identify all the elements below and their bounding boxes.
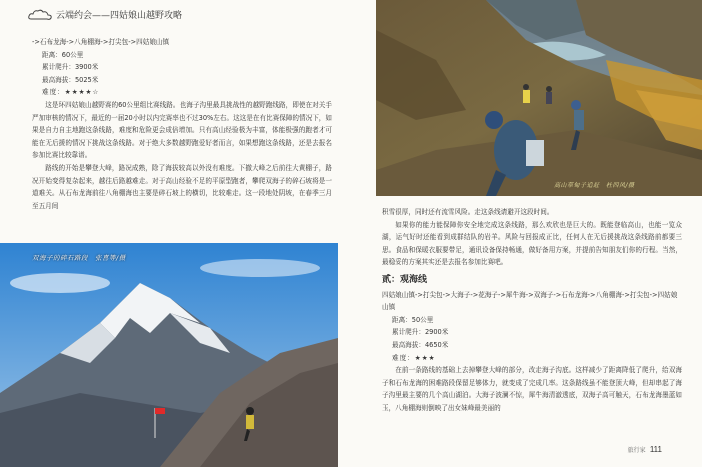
distance-stat: 距离：60公里 xyxy=(42,50,84,59)
page-number xyxy=(628,445,662,454)
section-title: 贰：观海线 xyxy=(382,274,428,285)
distance-stat: 距离：50公里 xyxy=(392,315,434,324)
left-column xyxy=(32,36,332,212)
paragraph: 这是环四姑娘山越野赛的60公里组比赛线路。也海子沟里最具挑战性的越野跑线路，即使在对关手严加审核的情况下，最近的一届20小时以内完赛率也不过30%左右。这这是在有比赛保障的情况下，如果是自力自主地跑这条线路，难度和危险更会成倍增加。只有高山经验极为丰富，体能极强的跑者才可能在无后援的情况下挑战这条线路。对于绝大多数越野跑爱好者而言，如果想跑这条线路，还是去报名参加比赛比较靠谱。 xyxy=(32,100,332,160)
paragraph: 如果你的能力能保障你安全地完成这条线路，那么欢欣也是巨大的。既能登临高山，也能一览众湖，运气好时还能看到成群结队的岩羊。风险与回报成正比，任何人在无后援挑战这条线路前都要三思。食品和保暖衣服要带足，通讯设备保持畅通，做好备用方案，并提前告知朋友们你的行程。当然，最稳妥的方案其实还是去报名参加比赛吧。 xyxy=(382,220,682,267)
bottom-photo-caption: 双海子的碎石路段 张喜等/摄 xyxy=(32,254,126,262)
altitude-stat: 最高海拔：5025米 xyxy=(42,75,99,84)
altitude-stat: 最高海拔：4650米 xyxy=(392,340,449,349)
hikers-valley-photo xyxy=(376,0,702,196)
route-line: 四姑娘山镇->打尖包->大海子->花海子->犀牛海->双海子->石布龙海->八角棚海->打尖包->四姑娘山镇 xyxy=(382,290,678,312)
paragraph: 在前一条路线的基础上去掉攀登大峰的部分，改走海子沟底。这样减少了距离降低了爬升，给双海子和石布龙海的困难路段保留足够体力，就变成了完成几率。这条路线虽不能登顶大峰，但却串起了海子沟里最主要的几个高山湖泊。大海子波澜不惊，犀牛海清澈透底，双海子高可触天，石布龙海墨蓝如玉，八角棚海则倒映了出女妹峰最美丽的 xyxy=(382,366,682,412)
mountain-scree-photo xyxy=(0,243,338,467)
top-photo-caption: 高山草甸子追赶 杜四风/摄 xyxy=(554,182,635,189)
climb-stat: 累计爬升：2900米 xyxy=(392,328,449,337)
difficulty-stat: 难度：★★★★☆ xyxy=(42,88,100,97)
climb-stat: 累计爬升：3900米 xyxy=(42,63,99,72)
route-line: ->石布龙海->八角棚海->打尖包->四姑娘山镇 xyxy=(32,38,170,46)
header-title: 云端约会——四姑娘山越野攻略 xyxy=(56,11,183,21)
right-column xyxy=(382,206,682,415)
paragraph: 积雪很厚，同时还有流雪风险。走这条线请避开这段时间。 xyxy=(382,208,554,216)
section-header xyxy=(28,8,182,21)
cloud-logo-icon xyxy=(28,9,52,21)
paragraph: 路线的开始是攀登大峰，路况成熟，除了海拔较高以外没有难度。下撤大峰之后前往大黄棚子，路况开始变得复杂起来，越往后路越难走。对于高山经验不足的平原型跑者，攀爬双海子的碎石坡将是一道难关。从石布龙海前往八角棚海也主要是碎石坡上的横切，比较难走。这一段地处阴坡，在春季三月至五月间 xyxy=(32,163,332,210)
magazine-name: 旅行家 xyxy=(627,448,646,454)
difficulty-stat: 难度：★★★ xyxy=(392,353,436,362)
page-number-value: 111 xyxy=(649,445,662,454)
